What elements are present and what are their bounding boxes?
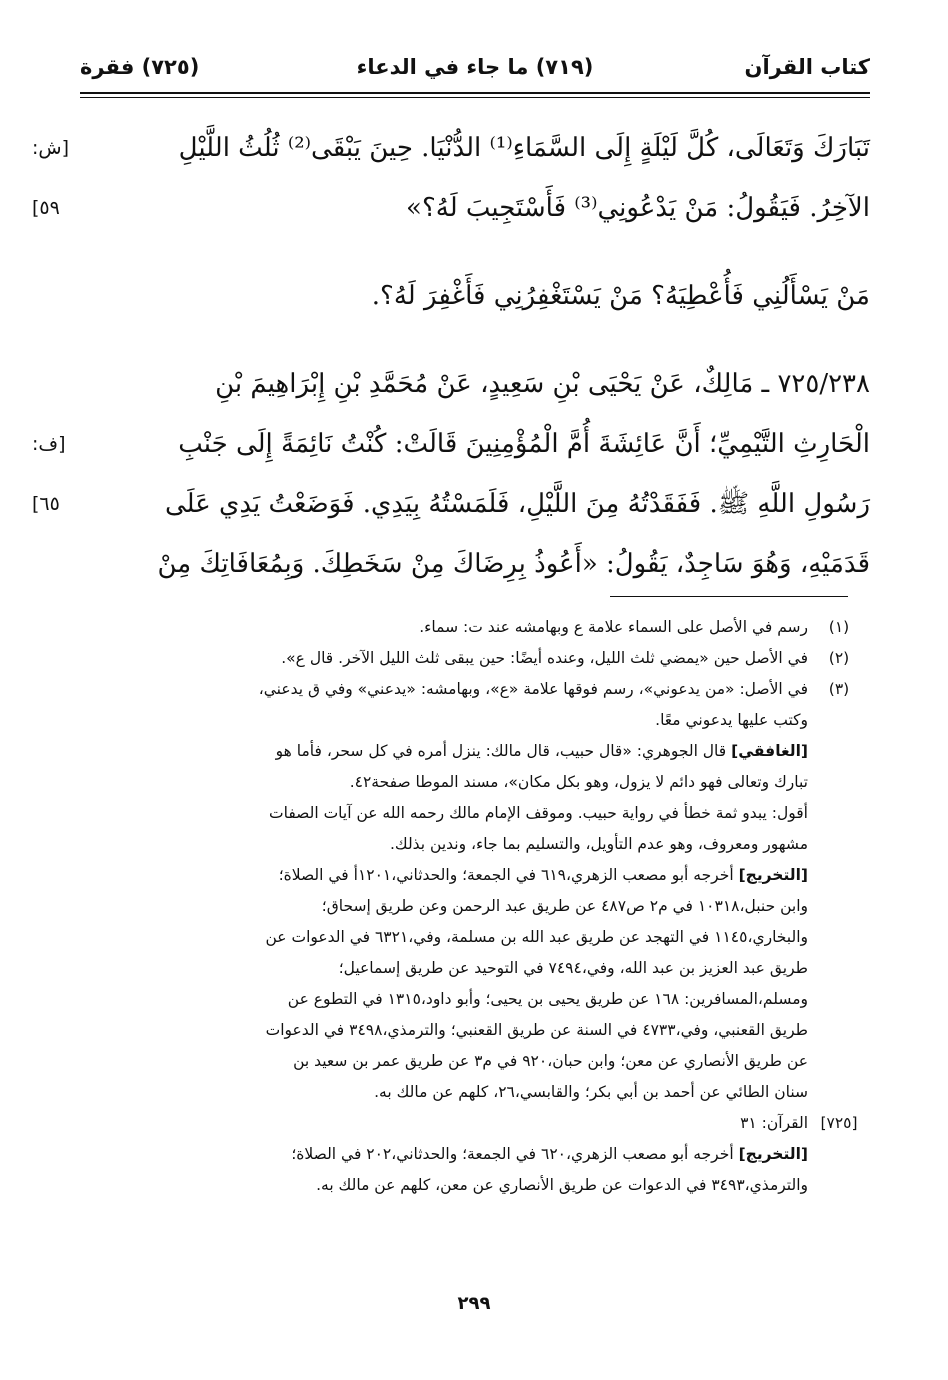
- main-line-text: الآخِرُ. فَيَقُولُ: مَنْ يَدْعُونِي⁽³⁾ فَأَسْتَجِيبَ لَهُ؟»: [406, 193, 870, 223]
- margin-reference: [ف:: [32, 433, 66, 455]
- footnote-line: في الأصل: «من يدعوني»، رسم فوقها علامة «ع»، وبهامشه: «يدعني» وفي ق يدعني،: [258, 680, 808, 698]
- footnote-line: [80, 860, 808, 891]
- ghafiqi-note: [80, 736, 870, 798]
- footnote-line: عن طريق الأنصاري عن معن؛ وابن حبان،٩٢٠ في م٣ عن طريق عمر بن سعيد بن: [293, 1052, 808, 1070]
- footnote: [80, 674, 870, 736]
- section-label: [التخريج]: [738, 866, 808, 884]
- footnote-rule: [610, 596, 848, 597]
- footnote-line: مشهور ومعروف، وهو عدم التأويل، والتسليم بما جاء، وندين بذلك.: [389, 835, 808, 853]
- footnote-line: أقول: يبدو ثمة خطأ في رواية حبيب. وموقف الإمام مالك رحمه الله عن آيات الصفات: [269, 804, 808, 822]
- footnote-line: وابن حنبل،١٠٣١٨ في م٢ ص٤٨٧ عن طريق عبد الرحمن وعن طريق إسحاق؛: [321, 897, 808, 915]
- paragraph-number-label: [٧٢٥]: [820, 1114, 858, 1132]
- main-line-text: الْحَارِثِ التَّيْمِيِّ؛ أَنَّ عَائِشَةَ أُمَّ الْمُؤْمِنِينَ قَالَتْ: كُنْتُ نَائِمَةً إِلَى جَنْبِ: [178, 429, 870, 459]
- margin-reference: ٦٥]: [32, 493, 60, 515]
- footnote: [80, 612, 870, 643]
- header-rule: [80, 92, 870, 98]
- footnote: [80, 643, 870, 674]
- footnote-line: رسم في الأصل على السماء علامة ع وبهامشه عند ت: سماء.: [419, 618, 808, 636]
- footnote-line: في الأصل حين «يمضي ثلث الليل، وعنده أيضًا: حين يبقى ثلث الليل الآخر. قال ع».: [281, 649, 808, 667]
- main-line: [60, 354, 870, 414]
- page-number: ٢٩٩: [457, 1293, 491, 1314]
- footnote-line: القرآن: ٣١: [740, 1114, 808, 1132]
- footnote-text: قال الجوهري: «قال حبيب، قال مالك: ينزل أمره في كل سحر، فأما هو: [275, 742, 727, 760]
- footnote-text: أخرجه أبو مصعب الزهري،٦١٩ في الجمعة؛ والحدثاني،١٢٠١أ في الصلاة؛: [278, 866, 734, 884]
- footnote-line: طريق عبد العزيز بن عبد الله، وفي،٧٤٩٤ في التوحيد عن طريق إسماعيل؛: [338, 959, 808, 977]
- main-text: [32, 118, 870, 594]
- margin-reference: ٥٩]: [32, 197, 60, 219]
- footnote-line: والترمذي،٣٤٩٣ في الدعوات عن طريق الأنصاري عن معن، كلهم عن مالك به.: [316, 1176, 808, 1194]
- running-header: [80, 55, 870, 91]
- footnote-line: [80, 736, 808, 767]
- footnote-number: (١): [828, 618, 850, 636]
- takhrij-note-2: [80, 1139, 870, 1201]
- footnote-line: سنان الطائي عن أحمد بن أبي بكر؛ والقابسي،٢٦، كلهم عن مالك به.: [374, 1083, 808, 1101]
- main-line-text: قَدَمَيْهِ، وَهُوَ سَاجِدٌ، يَقُولُ: «أَعُوذُ بِرِضَاكَ مِنْ سَخَطِكَ. وَبِمُعَافَاتِكَ مِنْ: [157, 549, 870, 579]
- section-label: [الغافقي]: [731, 742, 808, 760]
- margin-reference: [ش:: [32, 137, 70, 159]
- footnote-line: ومسلم،المسافرين: ١٦٨ عن طريق يحيى بن يحيى؛ وأبو داود،١٣١٥ في التطوع عن: [287, 990, 808, 1008]
- paragraph-number: (٧٢٥) فقرة: [80, 55, 200, 79]
- chapter-title: (٧١٩) ما جاء في الدعاء: [356, 55, 594, 79]
- main-line: [60, 534, 870, 594]
- footnote-line: وكتب عليها يدعوني معًا.: [655, 711, 808, 729]
- section-label: [التخريج]: [738, 1145, 808, 1163]
- main-line: [32, 118, 870, 178]
- main-line: [32, 414, 870, 474]
- footnote-number: (٢): [828, 649, 850, 667]
- footnote-line: [80, 1139, 808, 1170]
- footnote-line: والبخاري،١١٤٥ في التهجد عن طريق عبد الله بن مسلمة، وفي،٦٣٢١ في الدعوات عن: [265, 928, 808, 946]
- main-line-text: مَنْ يَسْأَلُنِي فَأُعْطِيَهُ؟ مَنْ يَسْتَغْفِرُنِي فَأَغْفِرَ لَهُ؟.: [371, 281, 870, 311]
- footnote-line: تبارك وتعالى فهو دائم لا يزول، وهو بكل مكان»، مسند الموطا صفحة٤٢.: [349, 773, 808, 791]
- paragraph-725-note: [80, 1108, 870, 1139]
- main-line-text: ٧٢٥/٢٣٨ ـ مَالِكٌ، عَنْ يَحْيَى بْنِ سَعِيدٍ، عَنْ مُحَمَّدِ بْنِ إِبْرَاهِيمَ بْنِ: [215, 369, 870, 399]
- footnote-line: طريق القعنبي، وفي،٤٧٣٣ في السنة عن طريق القعنبي؛ والترمذي،٣٤٩٨ في الدعوات: [265, 1021, 808, 1039]
- main-line-text: رَسُولِ اللَّهِ ﷺ. فَفَقَدْتُهُ مِنَ اللَّيْلِ، فَلَمَسْتُهُ بِيَدِي. فَوَضَعْتُ يَدِي عَلَى: [164, 489, 870, 519]
- book-title: كتاب القرآن: [744, 55, 870, 79]
- footnote-number: (٣): [828, 680, 850, 698]
- main-line: [32, 178, 870, 238]
- footnote-text: أخرجه أبو مصعب الزهري،٦٢٠ في الجمعة؛ والحدثاني،٢٠٢ في الصلاة؛: [291, 1145, 734, 1163]
- footnotes: [80, 612, 870, 1201]
- main-line: [60, 266, 870, 326]
- main-line-text: تَبَارَكَ وَتَعَالَى، كُلَّ لَيْلَةٍ إِلَى السَّمَاءِ⁽¹⁾ الدُّنْيَا. حِينَ يَبْقَى⁽²⁾ ثُلُثُ اللَّيْلِ: [178, 133, 870, 163]
- main-line: [32, 474, 870, 534]
- aqul-note: [80, 798, 870, 860]
- takhrij-note: [80, 860, 870, 1108]
